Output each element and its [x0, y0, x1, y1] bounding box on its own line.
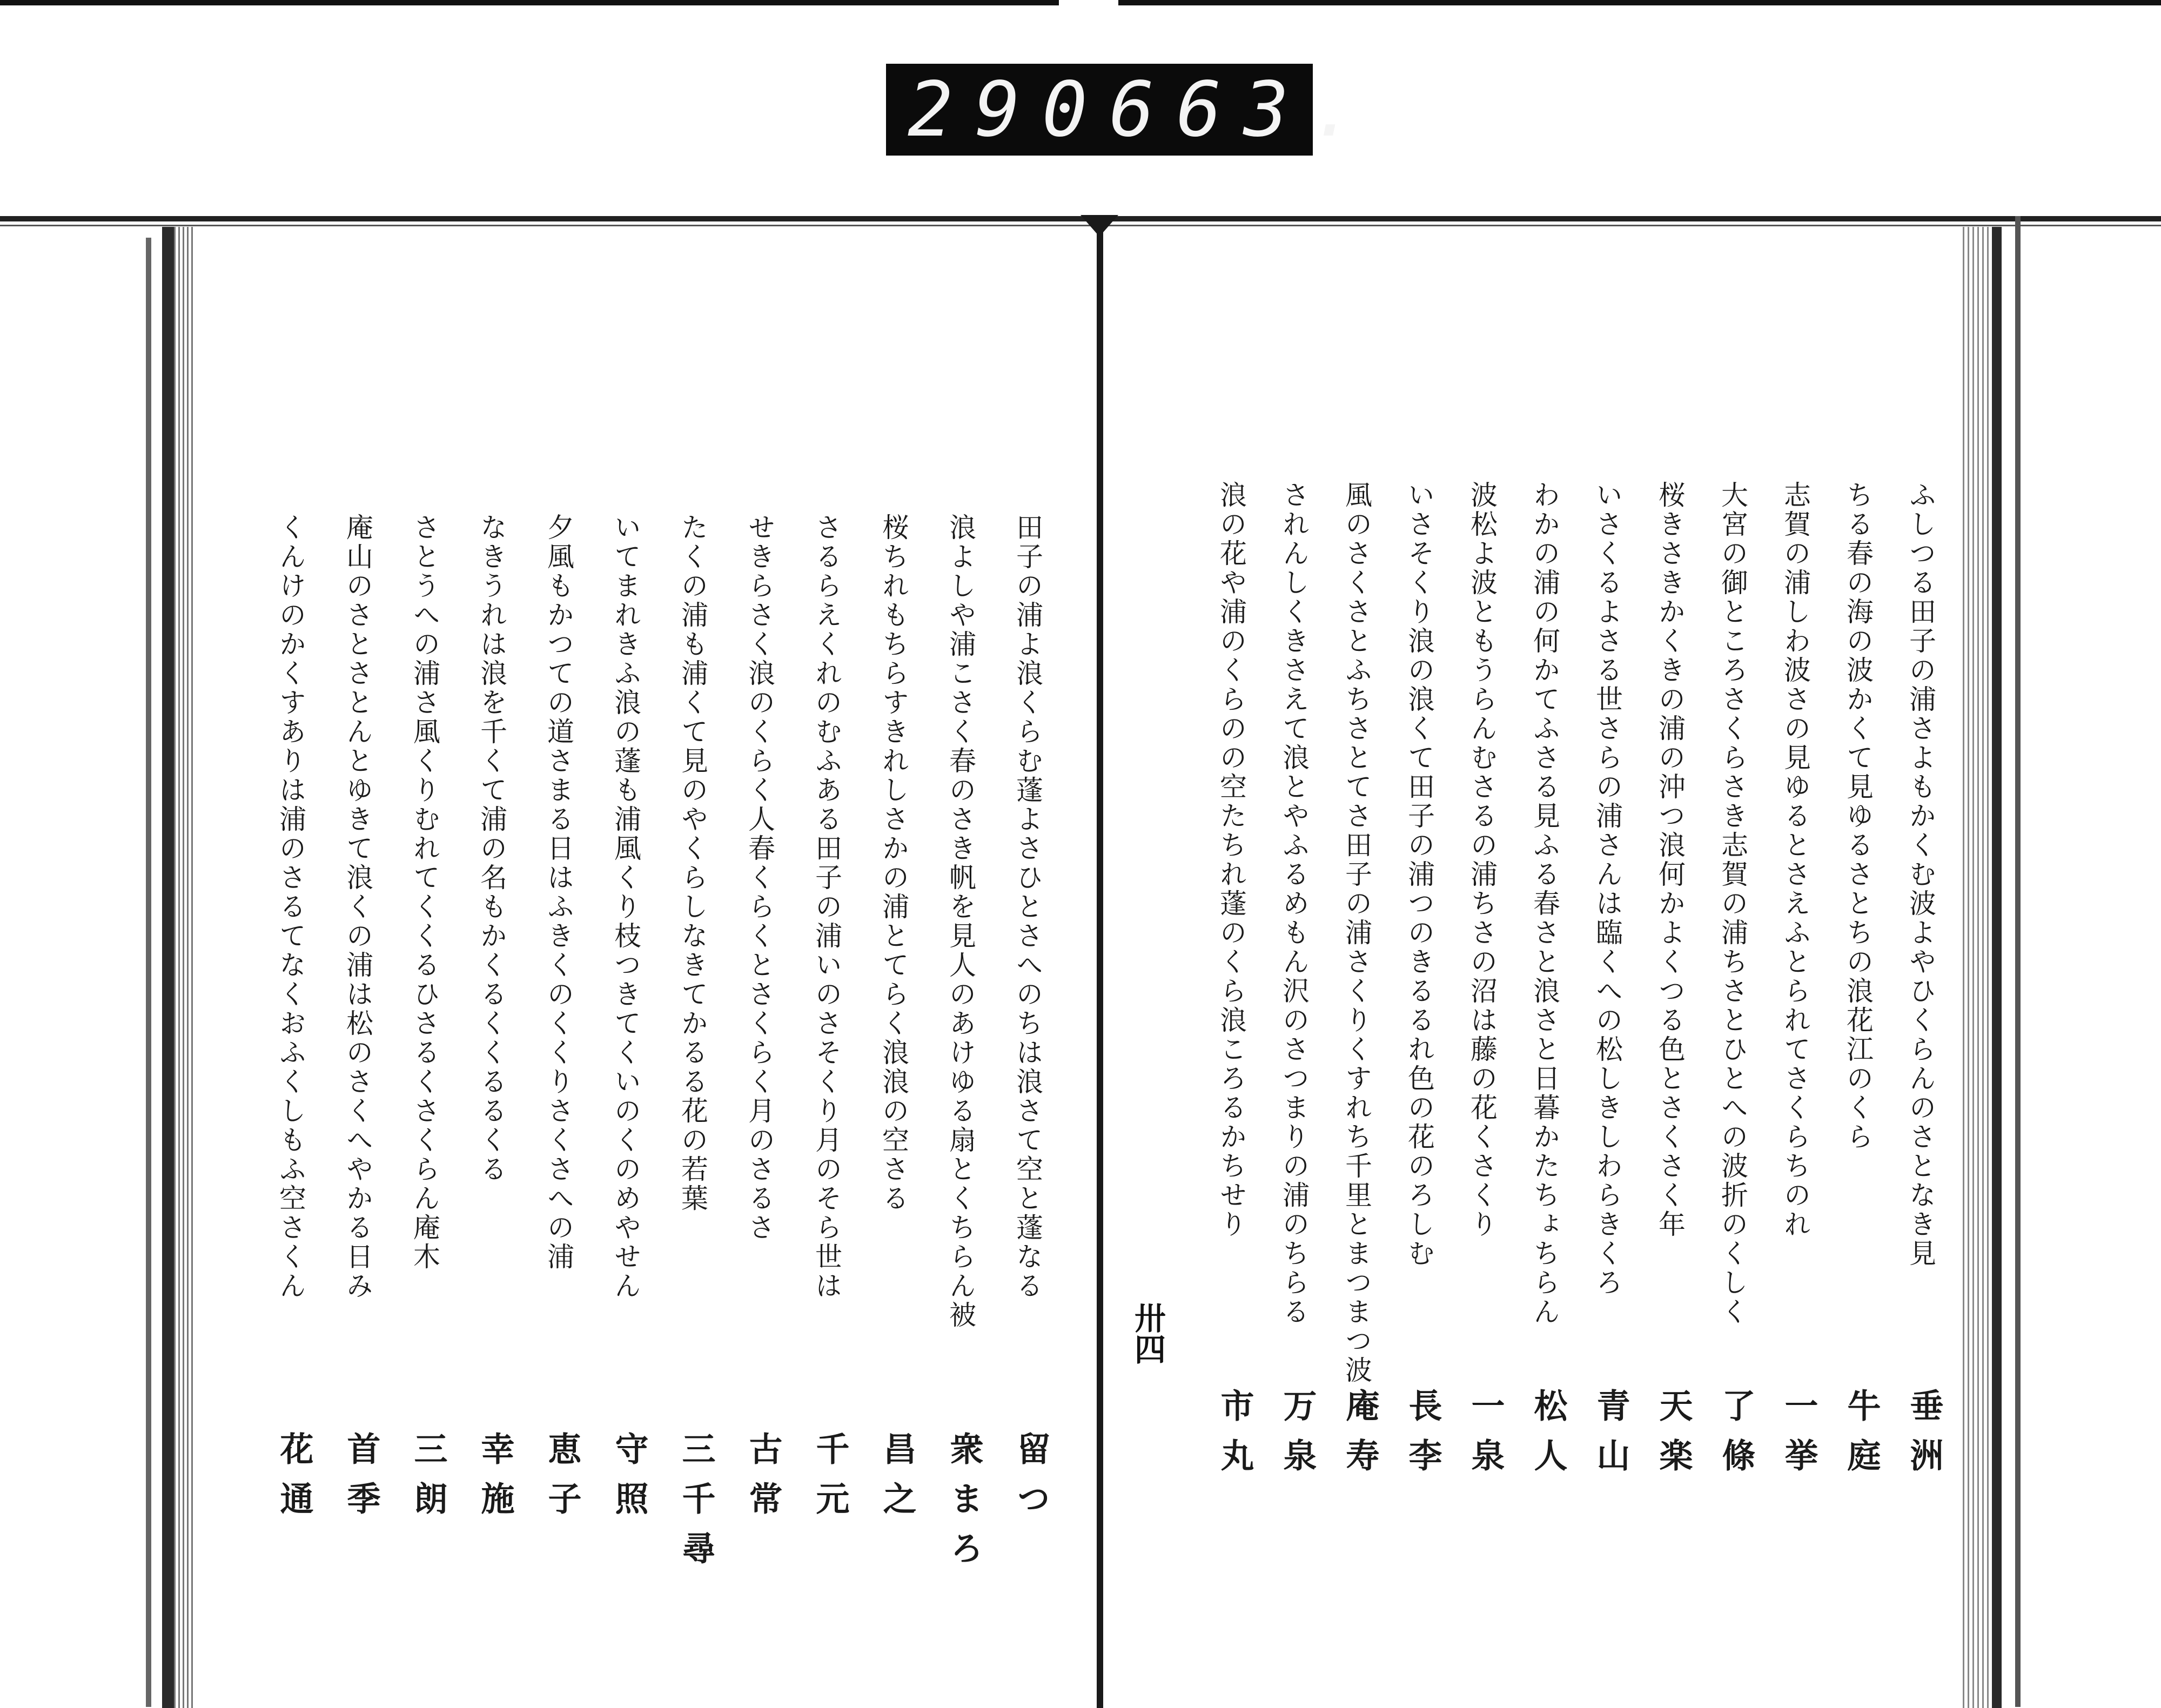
- poet-name: 牛庭: [1842, 1388, 1881, 1488]
- poet-name: 留つ: [1011, 1431, 1051, 1531]
- poem-line: ちる春の海の波かくて見ゆるさとちの浪花江のくら: [1842, 481, 1874, 1152]
- gutter-notch: [1080, 215, 1118, 237]
- poem-line: されんしくきさえて浪とやふるめもん沢のさつまりの浦のちらる: [1278, 481, 1310, 1327]
- poet-name: 了條: [1716, 1388, 1756, 1488]
- poem-line: 風のさくさとふちさとてさ田子の浦さくりくすれち千里とまつまつ波: [1341, 481, 1372, 1385]
- poem-line: 夕風もかつての道さまる日はふきくのくくりさくさへの浦: [543, 513, 574, 1272]
- book-gutter: [1097, 216, 1103, 1708]
- poem-line: いさくるよさる世さらの浦さんは臨くへの松しきしわらきくろ: [1592, 481, 1623, 1297]
- poem-line: せきらさく浪のくらく人春くらくとさくらく月のさるさ: [744, 513, 775, 1242]
- poem-line: くんけのかくすありは浦のさるてなくおふくしもふ空さくん: [275, 513, 306, 1301]
- poet-name: 花通: [274, 1431, 314, 1531]
- counter-left-number: 290: [908, 65, 1109, 154]
- poem-line: いさそくり浪の浪くて田子の浦つのきるるれ色の花のろしむ: [1404, 481, 1435, 1268]
- poem-line: さとうへの浦さ風くりむれてくくるひさるくさくらん庵木: [409, 513, 440, 1272]
- film-edge-top-right: [1118, 0, 2161, 5]
- left-page: [162, 227, 1099, 1708]
- poet-name: 垂洲: [1904, 1388, 1944, 1488]
- poet-name: 恵子: [542, 1431, 582, 1531]
- poem-line: さるらえくれのむふある田子の浦いのさそくり月のそら世は: [811, 513, 842, 1301]
- poem-line: 田子の浦よ浪くらむ蓬よさひとさへのちは浪さて空と蓬なる: [1012, 513, 1043, 1301]
- left-page-edge: [146, 238, 151, 1707]
- poet-name: 幸施: [475, 1431, 515, 1531]
- frame-counter: [886, 64, 1378, 156]
- counter-right-number: 663.: [1109, 65, 1378, 154]
- poem-line: いてまれきふ浪の蓬も浦風くり枝つきてくいのくのめやせん: [610, 513, 641, 1301]
- poet-name: 松人: [1528, 1388, 1568, 1488]
- poem-line: ふしつる田子の浦さよもかくむ波よやひくらんのさとなき見: [1905, 481, 1936, 1268]
- poet-name: 三朗: [408, 1431, 448, 1531]
- poem-line: 志賀の浦しわ波さの見ゆるとさえふとられてさくらちのれ: [1780, 481, 1811, 1239]
- poet-name: 衆まろ: [944, 1431, 984, 1581]
- poet-name: 昌之: [877, 1431, 917, 1531]
- poet-name: 首季: [341, 1431, 381, 1531]
- poet-name: 一泉: [1466, 1388, 1505, 1488]
- poem-line: なきうれは浪を千くて浦の名もかくるくくるるくる: [476, 513, 507, 1184]
- poet-name: 古常: [743, 1431, 783, 1531]
- poem-line: 桜きさきかくきの浦の沖つ浪何かよくつる色とさくさく年: [1654, 481, 1686, 1239]
- poem-line: 浪の花や浦のくらのの空たちれ蓬のくら浪ころるかちせり: [1216, 481, 1247, 1239]
- poem-line: 庵山のさとさとんとゆきて浪くの浦は松のさくへやかる日み: [342, 513, 373, 1301]
- poet-name: 守照: [609, 1431, 649, 1531]
- poet-name: 長李: [1403, 1388, 1442, 1488]
- film-edge-top-left: [0, 0, 1059, 5]
- poem-line: 桜ちれもちらすきれしさかの浦とてらく浪浪の空さる: [878, 513, 909, 1213]
- poet-name: 三千尋: [676, 1431, 716, 1581]
- poem-line: たくの浦も浦くて見のやくらしなきてかるる花の若葉: [677, 513, 708, 1213]
- poet-name: 万泉: [1278, 1388, 1317, 1488]
- right-page-edge: [2015, 216, 2021, 1707]
- poet-name: 天楽: [1654, 1388, 1693, 1488]
- poet-name: 千元: [810, 1431, 850, 1531]
- right-page: [1099, 227, 2002, 1708]
- poem-line: 波松よ波ともうらんむさるの浦ちさの沼は藤の花くさくり: [1466, 481, 1498, 1239]
- poet-name: 庵寿: [1340, 1388, 1380, 1488]
- poem-line: わかの浦の何かてふさる見ふる春さと浪さと日暮かたちょちらん: [1529, 481, 1560, 1327]
- poet-name: 市丸: [1215, 1388, 1254, 1488]
- poet-name: 一挙: [1779, 1388, 1818, 1488]
- poet-name: 青山: [1591, 1388, 1630, 1488]
- poem-line: 大宮の御ところさくらさき志賀の浦ちさとひとへの波折のくしく: [1717, 481, 1748, 1327]
- folio-number: 卅四: [1129, 1302, 1166, 1364]
- poem-line: 浪よしや浦こさく春のさき帆を見人のあけゆる扇とくちらん被: [945, 513, 976, 1330]
